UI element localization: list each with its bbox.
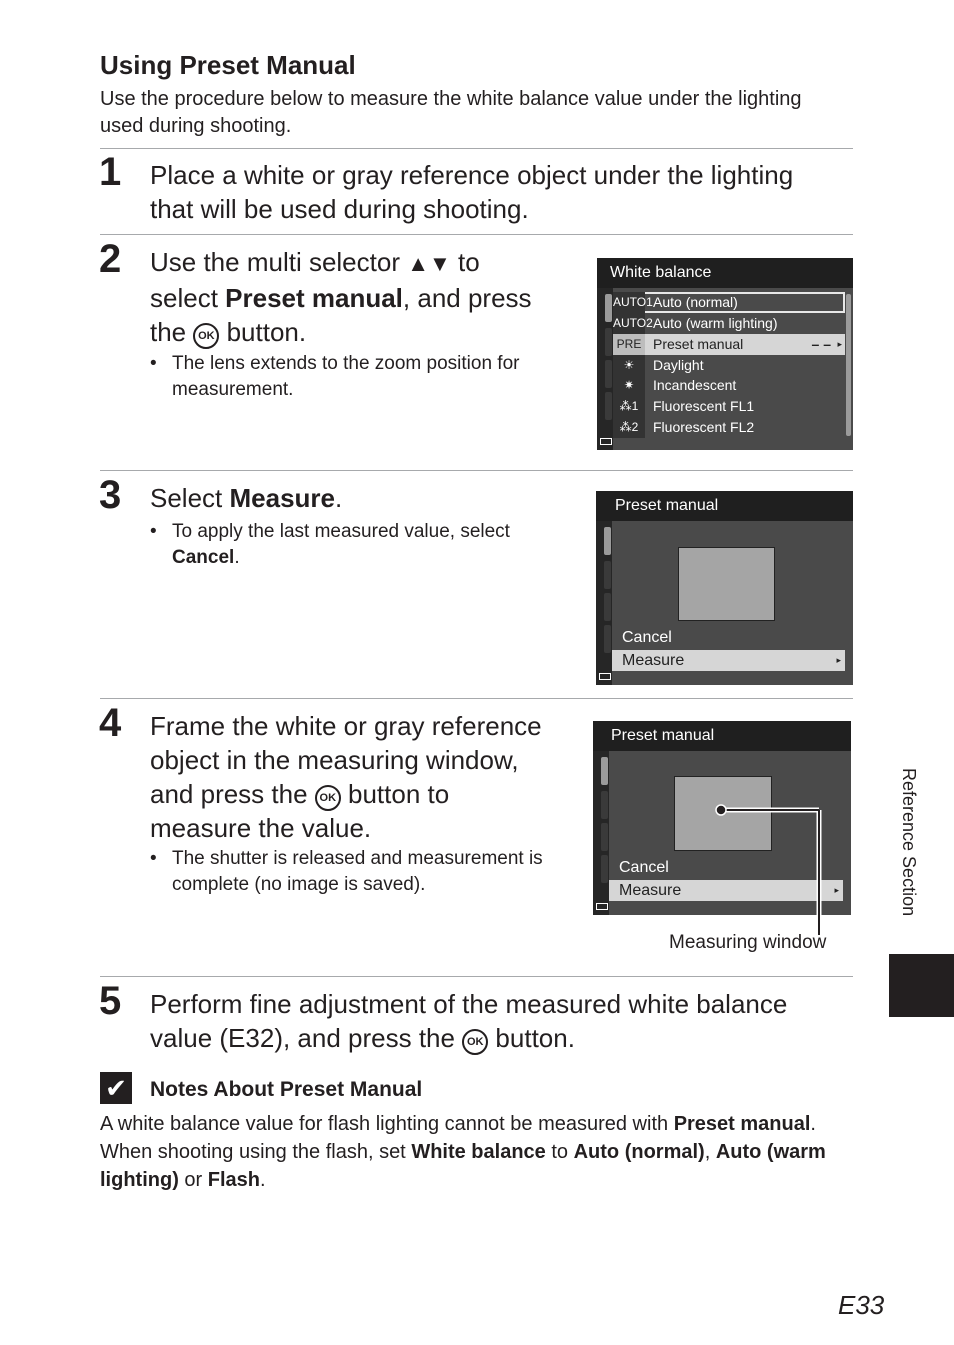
page-reference: E32 <box>228 1023 275 1053</box>
callout-line <box>590 720 860 940</box>
wb-item-fluorescent-1[interactable]: ⁂1 Fluorescent FL1 <box>613 396 845 417</box>
chevron-right-icon: ▸ <box>834 885 839 895</box>
wb-item-auto-normal[interactable]: AUTO1 Auto (normal) <box>613 292 845 313</box>
preset-icon: PRE <box>613 334 645 355</box>
cancel-option[interactable]: Cancel <box>622 629 672 646</box>
wb-item-daylight[interactable]: ☀ Daylight <box>613 355 845 376</box>
ok-button-icon: OK <box>193 323 219 349</box>
measure-option[interactable]: Measure ▸ <box>609 880 843 901</box>
wb-item-incandescent[interactable]: ✷ Incandescent <box>613 375 845 396</box>
notes-body: A white balance value for flash lighting cannot be measured with Preset manual. When shooting using the flash, set White balance to Auto (normal), Auto (warm lighting) or Flash. <box>100 1113 826 1191</box>
measuring-window <box>678 547 775 621</box>
section-tab <box>889 954 954 1017</box>
wb-item-preset-manual[interactable]: PRE Preset manual – – ▸ <box>613 334 845 355</box>
step-5-text: Perform fine adjustment of the measured white balance value (E32), and press the OK button. <box>150 989 788 1053</box>
side-section-label: Reference Section <box>899 768 919 917</box>
ok-button-icon: OK <box>462 1029 488 1055</box>
step-number: 2 <box>99 237 122 281</box>
chevron-right-icon: ▸ <box>836 655 841 665</box>
divider <box>100 470 853 471</box>
divider <box>100 698 853 699</box>
step-3-bullet: • To apply the last measured value, select Cancel. <box>150 521 510 568</box>
step-number: 4 <box>99 701 122 745</box>
ok-button-icon: OK <box>315 785 341 811</box>
step-3-text: Select Measure. <box>150 483 343 513</box>
menu-tabs <box>597 288 613 450</box>
auto2-icon: AUTO2 <box>613 313 645 334</box>
checkmark-icon: ✔ <box>100 1072 132 1104</box>
fluorescent-2-icon: ⁂2 <box>613 417 645 438</box>
wb-item-auto-warm[interactable]: AUTO2 Auto (warm lighting) <box>613 313 845 334</box>
screen-title: White balance <box>597 258 853 288</box>
screen-title: Preset manual <box>596 491 853 521</box>
up-down-arrows-icon: ▲▼ <box>407 251 451 276</box>
screen-title: Preset manual <box>593 721 851 751</box>
step-4-text: Frame the white or gray reference object in the measuring window, and press the OK button to measure the value. <box>150 711 542 843</box>
page-number: E33 <box>838 1290 885 1320</box>
step-number: 1 <box>99 150 122 194</box>
step-1-text: Place a white or gray reference object under the lighting that will be used during shooting. <box>150 160 794 224</box>
divider <box>100 148 853 149</box>
scrollbar[interactable] <box>846 294 851 436</box>
white-balance-screen <box>597 258 853 450</box>
preset-manual-screen <box>596 491 853 685</box>
wb-item-fluorescent-2[interactable]: ⁂2 Fluorescent FL2 <box>613 417 845 438</box>
fluorescent-1-icon: ⁂1 <box>613 396 645 417</box>
battery-icon <box>600 438 612 445</box>
section-heading: Using Preset Manual <box>100 50 356 80</box>
step-number: 5 <box>99 979 122 1023</box>
menu-tabs <box>596 521 612 685</box>
measure-option[interactable]: Measure ▸ <box>612 650 845 671</box>
battery-icon <box>599 673 611 680</box>
step-2-bullet: • The lens extends to the zoom position for measurement. <box>150 353 520 400</box>
cancel-option[interactable]: Cancel <box>619 859 669 876</box>
step-number: 3 <box>99 473 122 517</box>
sun-icon: ☀ <box>613 355 645 376</box>
step-4-bullet: • The shutter is released and measurement is complete (no image is saved). <box>150 848 543 895</box>
intro-text: Use the procedure below to measure the white balance value under the lighting used during shooting. <box>100 88 802 137</box>
divider <box>100 976 853 977</box>
callout-label: Measuring window <box>669 932 827 953</box>
notes-heading: Notes About Preset Manual <box>150 1078 423 1101</box>
chevron-right-icon: ▸ <box>837 339 842 349</box>
step-2-text: Use the multi selector ▲▼ to select Preset manual, and press the OK button. <box>150 247 532 347</box>
divider <box>100 234 853 235</box>
bulb-icon: ✷ <box>613 375 645 396</box>
auto1-icon: AUTO1 <box>613 292 645 313</box>
